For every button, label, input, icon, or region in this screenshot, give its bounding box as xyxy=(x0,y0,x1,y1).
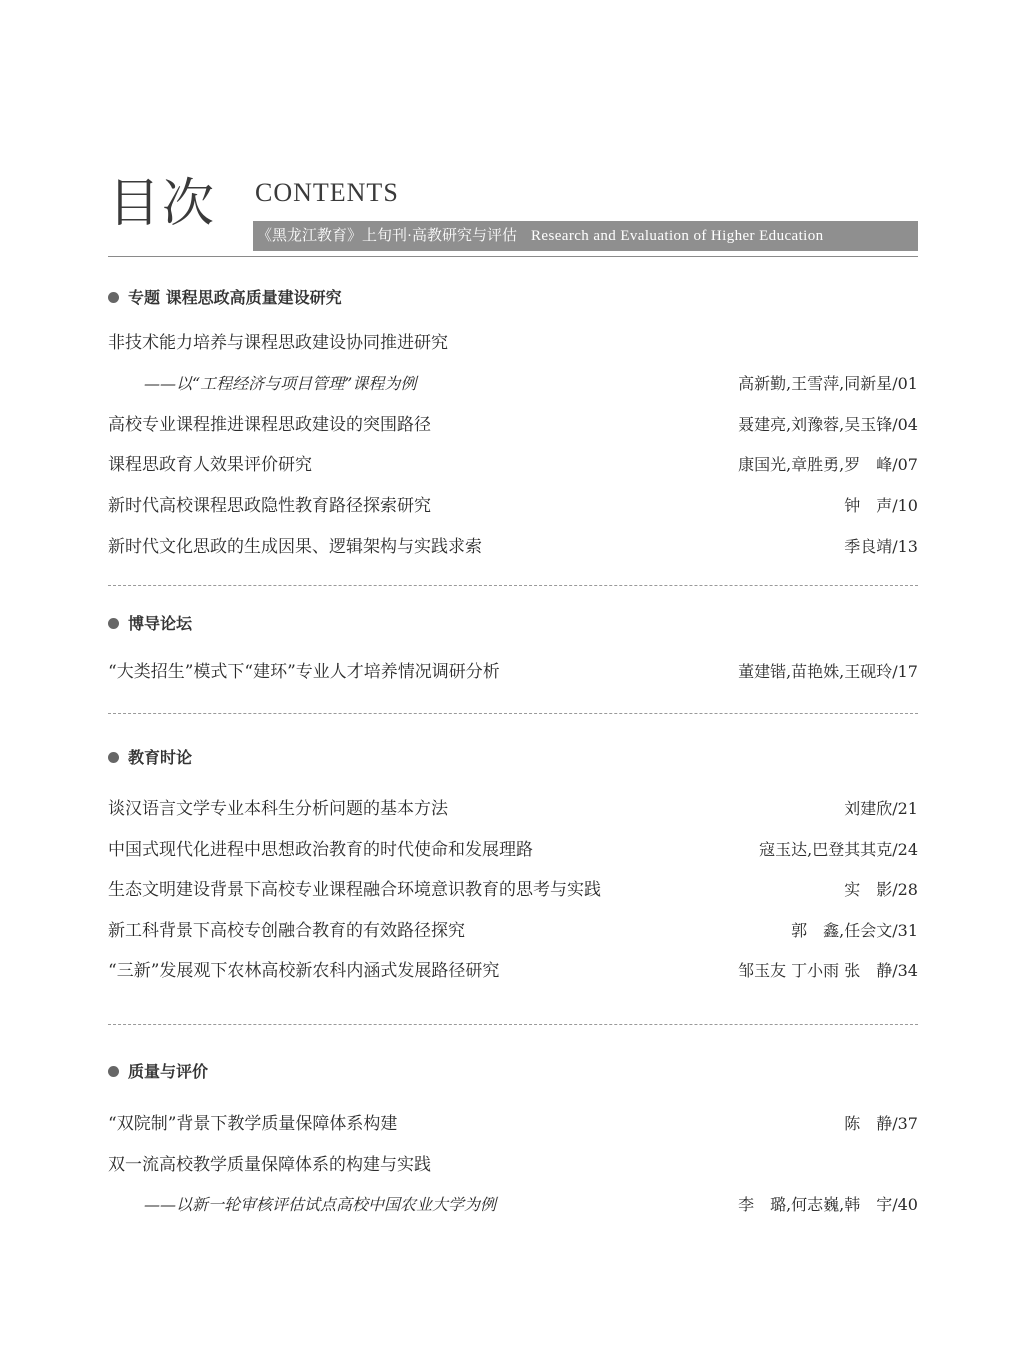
article-title: 高校专业课程推进课程思政建设的突围路径 xyxy=(108,415,431,435)
header-rule xyxy=(108,256,918,257)
journal-name: 《黑龙江教育》上旬刊·高教研究与评估 xyxy=(257,228,517,244)
article-subtitle: ——以新一轮审核评估试点高校中国农业大学为例 xyxy=(144,1195,497,1214)
bullet-icon xyxy=(108,752,119,763)
toc-entry[interactable] xyxy=(108,535,918,559)
article-author: 季良靖/13 xyxy=(844,537,918,556)
toc-entry[interactable] xyxy=(108,372,918,396)
article-title: 生态文明建设背景下高校专业课程融合环境意识教育的思考与实践 xyxy=(108,880,601,900)
article-author: 实 影/28 xyxy=(844,880,918,899)
article-author: 邹玉友 丁小雨 张 静/34 xyxy=(738,961,918,980)
section-divider xyxy=(108,1024,918,1025)
section-heading: 专题 课程思政高质量建设研究 xyxy=(108,287,342,309)
article-author: 刘建欣/21 xyxy=(844,799,918,818)
article-title: 双一流高校教学质量保障体系的构建与实践 xyxy=(108,1155,431,1175)
article-title: 新时代文化思政的生成因果、逻辑架构与实践求索 xyxy=(108,537,482,557)
bullet-icon xyxy=(108,618,119,629)
page-title-contents: CONTENTS xyxy=(255,178,399,207)
bullet-icon xyxy=(108,1066,119,1077)
section-heading: 博导论坛 xyxy=(108,613,192,635)
toc-entry[interactable] xyxy=(108,1153,918,1177)
journal-banner xyxy=(253,221,918,251)
section-heading: 教育时论 xyxy=(108,747,192,769)
article-title: 谈汉语言文学专业本科生分析问题的基本方法 xyxy=(108,799,448,819)
article-author: 钟 声/10 xyxy=(844,496,918,515)
toc-entry[interactable] xyxy=(108,494,918,518)
bullet-icon xyxy=(108,292,119,303)
toc-entry[interactable] xyxy=(108,453,918,477)
toc-entry[interactable] xyxy=(108,331,918,355)
article-author: 康国光,章胜勇,罗 峰/07 xyxy=(738,455,918,474)
article-title: “三新”发展观下农林高校新农科内涵式发展路径研究 xyxy=(108,961,500,981)
article-title: 中国式现代化进程中思想政治教育的时代使命和发展理路 xyxy=(108,840,533,860)
page-title-mulu: 目次 xyxy=(108,174,217,234)
journal-name-en: Research and Evaluation of Higher Education xyxy=(531,228,824,244)
section-heading: 质量与评价 xyxy=(108,1061,208,1083)
toc-entry[interactable] xyxy=(108,797,918,821)
article-author: 陈 静/37 xyxy=(844,1114,918,1133)
article-title: “大类招生”模式下“建环”专业人才培养情况调研分析 xyxy=(108,662,500,682)
section-divider xyxy=(108,713,918,714)
section-divider xyxy=(108,585,918,586)
toc-entry[interactable] xyxy=(108,413,918,437)
journal-banner-text xyxy=(257,226,824,246)
article-author: 郭 鑫,任会文/31 xyxy=(791,921,918,940)
article-title: “双院制”背景下教学质量保障体系构建 xyxy=(108,1114,398,1134)
article-title: 新工科背景下高校专创融合教育的有效路径探究 xyxy=(108,921,465,941)
article-author: 李 璐,何志巍,韩 宇/40 xyxy=(738,1195,918,1214)
article-title: 课程思政育人效果评价研究 xyxy=(108,455,312,475)
article-author: 聂建亮,刘豫蓉,吴玉锋/04 xyxy=(738,415,918,434)
article-author: 董建锴,苗艳姝,王砚玲/17 xyxy=(738,662,918,681)
article-title: 非技术能力培养与课程思政建设协同推进研究 xyxy=(108,333,448,353)
toc-entry[interactable] xyxy=(108,878,918,902)
toc-entry[interactable] xyxy=(108,1193,918,1217)
article-author: 寇玉达,巴登其其克/24 xyxy=(759,840,918,859)
toc-entry[interactable] xyxy=(108,959,918,983)
toc-entry[interactable] xyxy=(108,838,918,862)
toc-entry[interactable] xyxy=(108,660,918,684)
toc-entry[interactable] xyxy=(108,1112,918,1136)
article-subtitle: ——以“工程经济与项目管理”课程为例 xyxy=(144,374,417,393)
article-title: 新时代高校课程思政隐性教育路径探索研究 xyxy=(108,496,431,516)
toc-entry[interactable] xyxy=(108,919,918,943)
article-author: 高新勤,王雪萍,同新星/01 xyxy=(738,374,918,393)
